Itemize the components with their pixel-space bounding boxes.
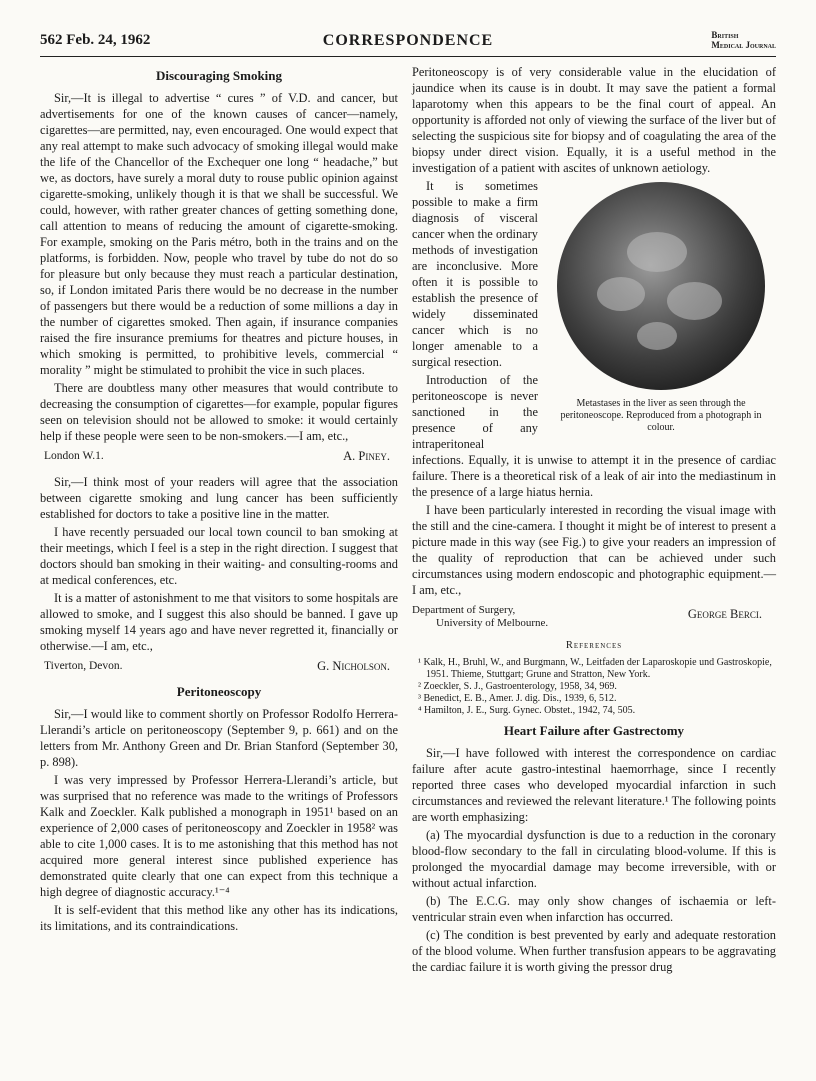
- letter-paragraph: It is self-evident that this method like any other has its indications, its limitations, and its contraindications.: [40, 903, 398, 933]
- figure-liver-metastases: [546, 182, 776, 434]
- letter-title-heart-failure: Heart Failure after Gastrectomy: [503, 723, 685, 738]
- signature-department: Department of Surgery,: [412, 604, 516, 616]
- journal-name: British Medical Journal: [711, 30, 776, 50]
- peritoneoscope-photograph: [557, 182, 765, 390]
- letter-paragraph: It is sometimes possible to make a firm diagnosis of visceral cancer when the ordinary methods of investigation are inconclusive. More often it is possible to establish the presence of widely disseminated cancer which is no longer amenable to a surgical resection.: [412, 179, 538, 369]
- letter-paragraph: Sir,—I think most of your readers will agree that the association between cigarette smoking and lung cancer has been sufficiently established for doctors to take a positive line in the matter.: [40, 475, 398, 521]
- signature-piney: [40, 448, 398, 464]
- letter-title-peritoneoscopy: Peritoneoscopy: [176, 684, 262, 699]
- letter-paragraph: Sir,—I would like to comment shortly on Professor Rodolfo Herrera-Llerandi’s article on peritoneoscopy (September 9, p. 661) and on the letters from Mr. Anthony Green and Dr. Brian Stanford (September 30, p. 898).: [40, 707, 398, 769]
- reference-item: ² Zoeckler, S. J., Gastroenterology, 1958, 34, 969.: [418, 681, 617, 692]
- page-header: [40, 30, 776, 57]
- letter-paragraph: Sir,—I have followed with interest the correspondence on cardiac failure after acute gastro-intestinal haemorrhage, since I recently reported three cases who developed myocardial infarction in such circumstances and reviewed the relevant literature.¹ The following points are worth emphasizing:: [412, 746, 776, 824]
- letter-paragraph: I have been particularly interested in recording the visual image with the still and the cine-camera. I thought it might be of interest to present a picture made in this way (see Fig.) to give your readers an impression of the quality of reproduction that can be achieved under such circumstances using modern endoscopic and photographic equipment.—I am, etc.,: [412, 503, 776, 597]
- section-title: CORRESPONDENCE: [322, 32, 494, 49]
- signature-name: George Berci.: [687, 607, 762, 621]
- signature-name: A. Piney.: [343, 449, 390, 463]
- right-column: [412, 64, 776, 977]
- references-list: [412, 657, 776, 717]
- letter-paragraph: I have recently persuaded our local town council to ban smoking at their meetings, which I feel is a step in the right direction. I suggest that doctors should ban smoking in their waiting- and consulting-rooms and at medical conferences, etc.: [40, 525, 398, 587]
- signature-place: Tiverton, Devon.: [44, 660, 123, 672]
- reference-item: ³ Benedict, E. B., Amer. J. dig. Dis., 1939, 6, 512.: [418, 693, 617, 704]
- signature-university: University of Melbourne.: [436, 617, 549, 629]
- letter-paragraph: (a) The myocardial dysfunction is due to a reduction in the coronary blood-flow secondary to the fall in circulating blood-volume. If this is prolonged the myocardial damage may become irreversible, with or without actual infarction.: [412, 828, 776, 890]
- reference-item: ⁴ Hamilton, J. E., Surg. Gynec. Obstet., 1942, 74, 505.: [418, 705, 636, 716]
- left-column: [40, 64, 398, 936]
- reference-item: ¹ Kalk, H., Bruhl, W., and Burgmann, W., Leitfaden der Laparoskopie und Gastroskopie, 1951. Thieme, Stuttgart; Grune and Stratton, New York.: [418, 657, 772, 680]
- signature-nicholson: [40, 658, 398, 674]
- letter-paragraph: Introduction of the peritoneoscope is never sanctioned in the presence of any intraperitoneal infections. Equally, it is unwise to attempt it in the presence of cardiac failure. There is a theoretical risk of a leak of air into the mediastinum in the presence of a large hiatus hernia.: [412, 373, 776, 499]
- signature-place: London W.1.: [44, 450, 104, 462]
- letter-title-smoking: Discouraging Smoking: [155, 68, 283, 83]
- letter-paragraph: Peritoneoscopy is of very considerable value in the elucidation of jaundice when its cause is in doubt. It may save the patient a formal laparotomy when this appears to be the final court of appeal. An opportunity is afforded not only of viewing the surface of the liver but of selecting the suspicious site for biopsy and of coagulating the area of the biopsy under direct vision. Equally, it is a useful method in the investigation of a patient with ascites of unknown aetiology.: [412, 65, 776, 175]
- letter-paragraph: I was very impressed by Professor Herrera-Llerandi’s article, but was surprised that no reference was made to the writings of Professors Kalk and Zoeckler. Kalk published a monograph in 1951¹ based on an experience of 2,000 cases of peritoneoscopy and Zoeckler in 1958² was able to cite 1,000 cases. It is to me astonishing that this method has not acquired more general interest since published experience has demonstrated quite clearly that one can expect from this technique a high degree of diagnostic accuracy.¹⁻⁴: [40, 773, 398, 899]
- signature-name: G. Nicholson.: [317, 659, 390, 673]
- references-heading: References: [565, 640, 623, 651]
- letter-paragraph: (c) The condition is best prevented by early and adequate restoration of the blood volume. When further transfusion appears to be aggravating the cardiac failure it is worth giving the pressor drug: [412, 928, 776, 974]
- letter-paragraph: (b) The E.C.G. may only show changes of ischaemia or left-ventricular strain even when infarction has occurred.: [412, 894, 776, 924]
- figure-caption: Metastases in the liver as seen through the peritoneoscope. Reproduced from a photograph in colour.: [560, 398, 762, 433]
- page-number-date: 562 Feb. 24, 1962: [40, 32, 151, 48]
- letter-paragraph: Sir,—It is illegal to advertise “ cures ” of V.D. and cancer, but advertisements for one of the known causes of cancer—namely, cigarettes—are permitted, nay, even encouraged. One would expect that any real attempt to make such advocacy of smoking illegal would make the life of the Chancellor of the Exchequer one long “ headache,” but we, as doctors, have surely a moral duty to rouse public opinion against cigarette-smoking, unlikely though it is that we shall be successful. We could, however, with rather greater chances of getting something done, call attention to means of reducing the amount of cigarette-smoking. For example, smoking on the Paris métro, both in the trains and on the platforms, is forbidden. Now, people who travel by tube do not do so for pleasure but only because they must reach a particular destination, so, if London imitated Paris there would be no decrease in the number of passengers but there would be a reduction of some millions a day in the number of cigarettes smoked. Then again, if insurance companies raised the fire insurance premiums for theatres and picture houses, in which smoking is permitted, to prohibitive levels, commercial “ morality ” might be stimulated to prohibit the vice in such places.: [40, 91, 398, 377]
- letter-paragraph: It is a matter of astonishment to me that visitors to some hospitals are allowed to smoke, and I suggest this also should be banned. I gave up smoking myself 14 years ago and have never regretted it, financially or otherwise.—I am, etc.,: [40, 591, 398, 653]
- letter-paragraph: There are doubtless many other measures that would contribute to decreasing the consumption of cigarettes—for example, popular figures seen on television should not be allowed to smoke: it would certainly help if these people were seen to be non-smokers.—I am, etc.,: [40, 381, 398, 443]
- signature-berci: [412, 604, 776, 630]
